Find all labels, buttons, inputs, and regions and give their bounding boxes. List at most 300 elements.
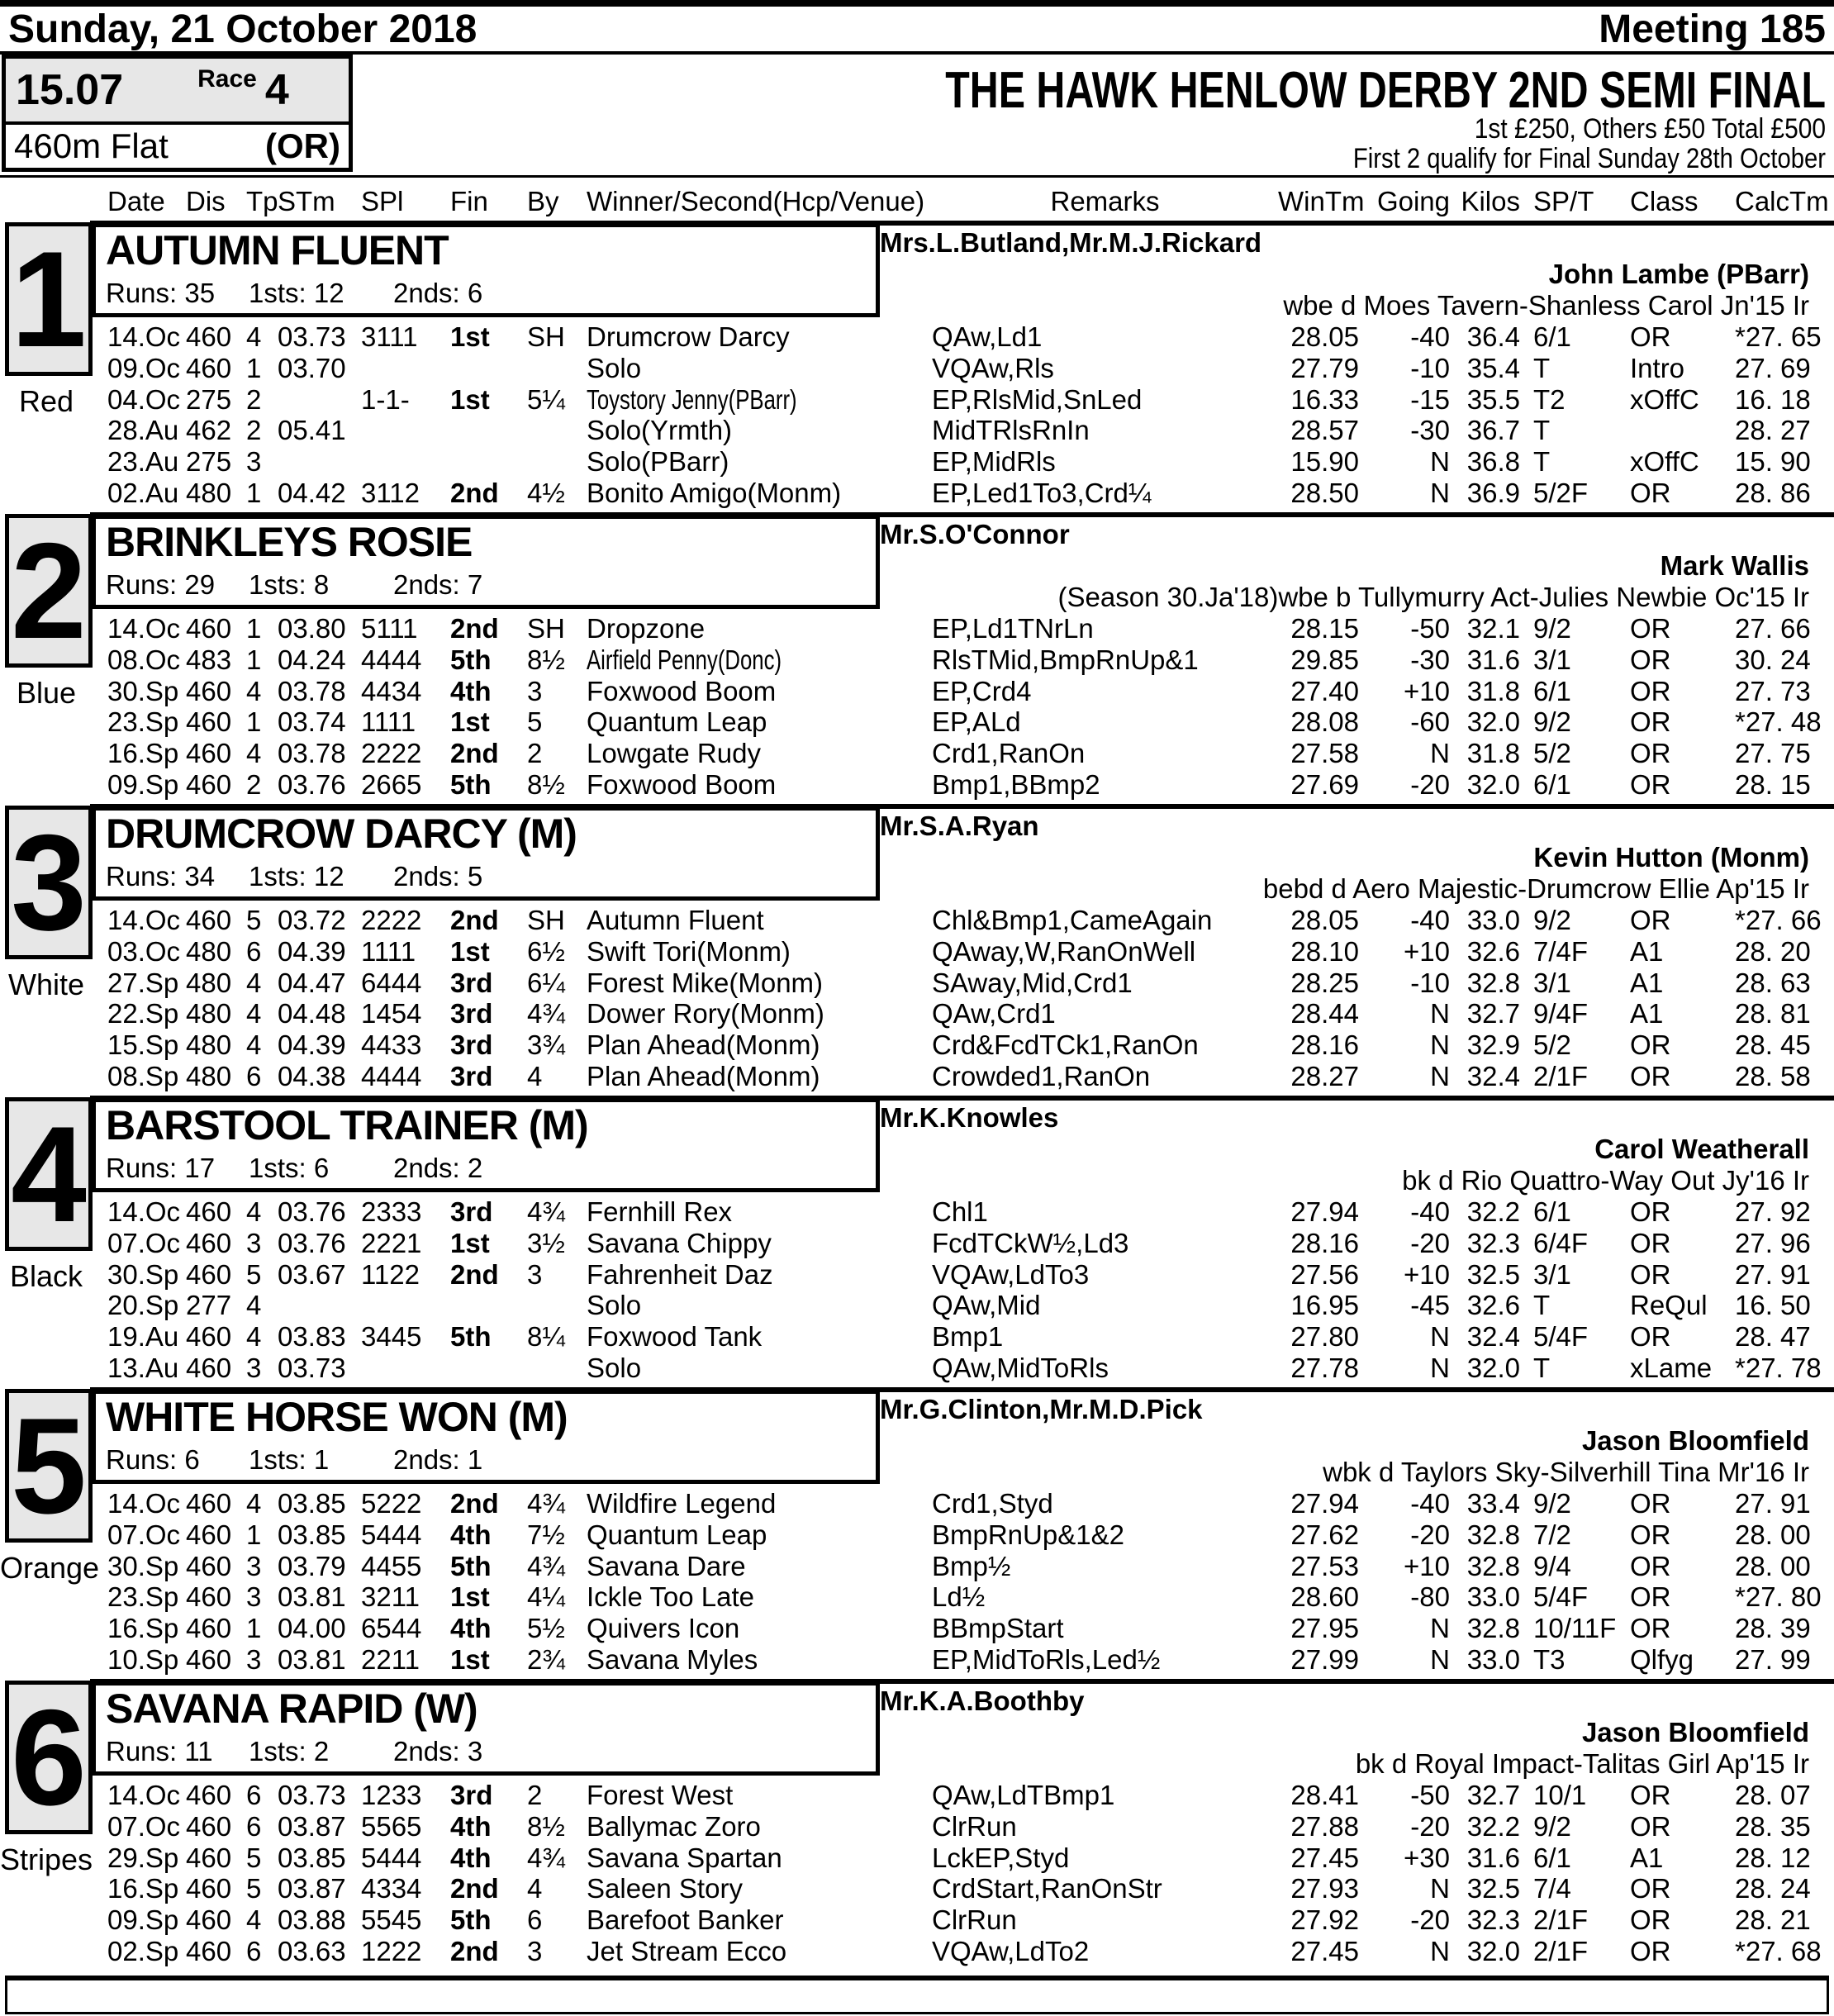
form-cell-kilos: 32.0 bbox=[1466, 768, 1520, 800]
form-cell-remarks: EP,ALd bbox=[932, 706, 1021, 738]
form-cell-winner: Fernhill Rex bbox=[587, 1196, 733, 1227]
form-cell-kilos: 32.3 bbox=[1466, 1227, 1520, 1258]
form-row bbox=[0, 1290, 1834, 1321]
form-cell-calctm: *27. 78 bbox=[1735, 1352, 1822, 1383]
form-cell-spl: 3111 bbox=[361, 321, 418, 352]
form-cell-remarks: Bmp½ bbox=[932, 1550, 1011, 1581]
form-cell-winner: Ickle Too Late bbox=[587, 1581, 755, 1613]
form-cell-date: 09.Oc bbox=[107, 352, 181, 383]
form-cell-stm: 03.78 bbox=[278, 675, 346, 706]
form-cell-dis: 462 bbox=[186, 415, 232, 446]
meeting-number: Meeting 185 bbox=[1599, 7, 1826, 51]
form-cell-going: -40 bbox=[1410, 1488, 1450, 1519]
form-cell-tp: 1 bbox=[246, 1613, 262, 1644]
form-cell-spt: 3/1 bbox=[1533, 644, 1571, 675]
form-cell-winner: Foxwood Tank bbox=[587, 1321, 763, 1353]
form-cell-spl bbox=[361, 353, 450, 384]
form-cell-date: 29.Sp bbox=[107, 1842, 179, 1873]
form-cell-date: 14.Oc bbox=[107, 1196, 181, 1227]
form-cell-winner bbox=[587, 644, 932, 676]
form-cell-calctm: 28. 12 bbox=[1735, 1842, 1811, 1873]
form-cell-cls: ReQul bbox=[1630, 1290, 1708, 1321]
form-rows bbox=[0, 1780, 1834, 1967]
form-row bbox=[0, 1811, 1834, 1842]
form-cell-going: N bbox=[1430, 998, 1450, 1029]
form-cell-cls: Qlfyg bbox=[1630, 1643, 1694, 1675]
form-cell-going: -45 bbox=[1410, 1290, 1450, 1321]
form-cell-winner: Dower Rory(Monm) bbox=[587, 998, 824, 1029]
form-cell-fin bbox=[450, 1353, 527, 1384]
form-cell-by: 4¾ bbox=[527, 1196, 565, 1227]
dog-name: WHITE HORSE WON (M) bbox=[106, 1394, 568, 1440]
column-header-by: By bbox=[527, 186, 559, 216]
race-distance-row bbox=[6, 125, 349, 168]
form-cell-fin: 1st bbox=[450, 383, 490, 415]
form-cell-calctm: 28. 27 bbox=[1735, 415, 1811, 446]
form-cell-going: -10 bbox=[1410, 967, 1450, 998]
form-cell-calctm: 28. 63 bbox=[1735, 967, 1811, 998]
form-cell-winner: Ballymac Zoro bbox=[587, 1810, 761, 1842]
form-cell-tp: 4 bbox=[246, 1321, 262, 1353]
form-cell-calctm: 28. 20 bbox=[1735, 935, 1811, 967]
form-cell-cls: A1 bbox=[1630, 935, 1664, 967]
form-cell-cls: OR bbox=[1630, 1873, 1671, 1904]
form-cell-cls: OR bbox=[1630, 644, 1671, 675]
dog-name-box bbox=[92, 515, 880, 609]
form-cell-by: 5½ bbox=[527, 1613, 565, 1644]
form-cell-by: 5¼ bbox=[527, 383, 565, 415]
form-rows bbox=[0, 1488, 1834, 1676]
form-cell-stm bbox=[278, 1290, 361, 1321]
dog-name-box bbox=[92, 1681, 880, 1776]
form-cell-winner-text: Airfield Penny(Donc) bbox=[587, 644, 782, 675]
stat-runs: Runs: 6 bbox=[106, 1444, 200, 1475]
form-row bbox=[0, 1488, 1834, 1519]
form-cell-wintm: 27.93 bbox=[1290, 1873, 1359, 1904]
dog-stats bbox=[106, 1445, 876, 1475]
form-cell-stm bbox=[278, 446, 361, 478]
form-cell-tp: 4 bbox=[246, 1029, 262, 1061]
form-cell-calctm: 28. 15 bbox=[1735, 768, 1811, 800]
form-cell-fin: 3rd bbox=[450, 1196, 493, 1227]
form-cell-stm: 04.24 bbox=[278, 644, 346, 675]
form-cell-remarks: EP,Led1To3,Crd¼ bbox=[932, 477, 1152, 508]
form-cell-kilos: 32.8 bbox=[1466, 1550, 1520, 1581]
form-cell-dis: 460 bbox=[186, 1519, 232, 1550]
form-cell-spt: 2/1F bbox=[1533, 1904, 1589, 1936]
form-cell-dis: 480 bbox=[186, 477, 232, 508]
form-cell-calctm: 28. 24 bbox=[1735, 1873, 1811, 1904]
form-cell-by: 4¾ bbox=[527, 1488, 565, 1519]
form-cell-remarks: EP,MidToRls,Led½ bbox=[932, 1643, 1161, 1675]
form-cell-spt: 6/1 bbox=[1533, 675, 1571, 706]
form-cell-spt: 9/2 bbox=[1533, 1810, 1571, 1842]
form-cell-spt: 7/2 bbox=[1533, 1519, 1571, 1550]
form-cell-fin: 2nd bbox=[450, 1935, 499, 1966]
form-cell-kilos: 32.9 bbox=[1466, 1029, 1520, 1061]
form-cell-date: 09.Sp bbox=[107, 768, 179, 800]
form-cell-going: N bbox=[1430, 738, 1450, 769]
form-cell-by: 8½ bbox=[527, 1810, 565, 1842]
form-cell-remarks: SAway,Mid,Crd1 bbox=[932, 967, 1133, 998]
trap-number: 5 bbox=[11, 1389, 87, 1542]
form-cell-going: -50 bbox=[1410, 613, 1450, 644]
form-cell-cls: OR bbox=[1630, 675, 1671, 706]
form-cell-going: -40 bbox=[1410, 905, 1450, 935]
form-cell-spt: 9/2 bbox=[1533, 613, 1571, 644]
form-cell-spt: 2/1F bbox=[1533, 1060, 1589, 1091]
form-cell-stm: 03.73 bbox=[278, 1352, 346, 1383]
form-cell-by: 8¼ bbox=[527, 1321, 565, 1353]
form-cell-going: -15 bbox=[1410, 383, 1450, 415]
runner-block bbox=[0, 221, 1834, 512]
form-cell-by: 6 bbox=[527, 1904, 543, 1936]
form-cell-calctm: 28. 86 bbox=[1735, 477, 1811, 508]
form-cell-cls bbox=[1627, 415, 1735, 446]
form-cell-wintm: 27.88 bbox=[1290, 1810, 1359, 1842]
form-cell-calctm: 15. 90 bbox=[1735, 446, 1811, 478]
race-info-box bbox=[2, 55, 353, 172]
form-cell-spl: 1111 bbox=[361, 706, 416, 738]
form-cell-date: 19.Au bbox=[107, 1321, 179, 1353]
form-cell-calctm: *27. 48 bbox=[1735, 706, 1822, 738]
form-cell-cls: OR bbox=[1630, 1810, 1671, 1842]
form-cell-stm: 03.81 bbox=[278, 1581, 346, 1613]
form-cell-spl bbox=[361, 415, 450, 446]
form-cell-winner: Jet Stream Ecco bbox=[587, 1935, 787, 1966]
form-cell-winner: Forest West bbox=[587, 1780, 734, 1810]
form-cell-fin: 4th bbox=[450, 1842, 492, 1873]
form-cell-by: 3 bbox=[527, 1935, 543, 1966]
form-cell-fin: 3rd bbox=[450, 1060, 493, 1091]
form-cell-going: N bbox=[1430, 1029, 1450, 1061]
form-cell-dis: 460 bbox=[186, 1196, 232, 1227]
column-header-cls: Class bbox=[1630, 186, 1699, 216]
form-cell-spl: 3112 bbox=[361, 477, 420, 508]
column-header-spt: SP/T bbox=[1533, 186, 1594, 216]
form-cell-dis: 480 bbox=[186, 1029, 232, 1061]
form-cell-by: 4¾ bbox=[527, 998, 565, 1029]
dog-stats bbox=[106, 1153, 876, 1183]
form-row bbox=[0, 676, 1834, 707]
form-cell-by: 6½ bbox=[527, 935, 565, 967]
form-cell-date: 30.Sp bbox=[107, 1258, 179, 1290]
form-cell-tp: 3 bbox=[246, 1352, 262, 1383]
form-cell-remarks: QAw,MidToRls bbox=[932, 1352, 1109, 1383]
form-cell-remarks: FcdTCkW½,Ld3 bbox=[932, 1227, 1129, 1258]
form-cell-by bbox=[527, 415, 587, 446]
trap-number: 4 bbox=[11, 1097, 87, 1250]
form-cell-by: 3 bbox=[527, 675, 543, 706]
form-cell-date: 02.Sp bbox=[107, 1935, 179, 1966]
form-cell-going: +10 bbox=[1404, 1550, 1450, 1581]
form-row bbox=[0, 1321, 1834, 1353]
form-cell-spl: 4455 bbox=[361, 1550, 422, 1581]
form-cell-tp: 6 bbox=[246, 1935, 262, 1966]
form-cell-going: N bbox=[1430, 1352, 1450, 1383]
form-cell-stm: 03.76 bbox=[278, 1196, 346, 1227]
form-cell-calctm: 27. 92 bbox=[1735, 1196, 1811, 1227]
stat-seconds: 2nds: 2 bbox=[393, 1153, 483, 1183]
form-cell-spt: 2/1F bbox=[1533, 1935, 1589, 1966]
form-cell-cls: OR bbox=[1630, 477, 1671, 508]
form-cell-by: SH bbox=[527, 905, 565, 935]
form-cell-dis: 480 bbox=[186, 935, 232, 967]
form-cell-tp: 4 bbox=[246, 321, 262, 352]
form-cell-wintm: 16.95 bbox=[1290, 1290, 1359, 1321]
form-cell-by: 3 bbox=[527, 1258, 543, 1290]
form-cell-kilos: 32.0 bbox=[1466, 706, 1520, 738]
form-cell-cls: OR bbox=[1630, 1060, 1671, 1091]
form-cell-by: 4¾ bbox=[527, 1550, 565, 1581]
form-cell-winner bbox=[587, 384, 932, 416]
form-cell-stm: 03.79 bbox=[278, 1550, 346, 1581]
form-cell-by: 2¾ bbox=[527, 1643, 565, 1675]
form-cell-date: 20.Sp bbox=[107, 1290, 179, 1321]
stat-firsts: 1sts: 8 bbox=[249, 569, 330, 600]
notes-box bbox=[5, 1976, 1829, 2014]
form-cell-fin: 1st bbox=[450, 321, 490, 352]
stat-firsts: 1sts: 1 bbox=[249, 1444, 330, 1475]
form-cell-date: 16.Sp bbox=[107, 738, 179, 769]
form-cell-date: 07.Oc bbox=[107, 1519, 181, 1550]
form-cell-going: +10 bbox=[1404, 935, 1450, 967]
column-header-date: Date bbox=[107, 186, 165, 216]
form-cell-wintm: 28.08 bbox=[1290, 706, 1359, 738]
form-cell-spt: 9/4F bbox=[1533, 998, 1589, 1029]
form-cell-calctm: 27. 73 bbox=[1735, 675, 1811, 706]
form-cell-winner: Swift Tori(Monm) bbox=[587, 935, 791, 967]
form-cell-tp: 1 bbox=[246, 477, 262, 508]
form-cell-cls: OR bbox=[1630, 1519, 1671, 1550]
owner-name: Mrs.L.Butland,Mr.M.J.Rickard bbox=[880, 227, 1262, 258]
form-cell-remarks: VQAw,LdTo3 bbox=[932, 1258, 1090, 1290]
form-cell-remarks: ClrRun bbox=[932, 1904, 1017, 1936]
form-cell-kilos: 33.0 bbox=[1466, 1643, 1520, 1675]
form-cell-fin bbox=[450, 1290, 527, 1321]
form-cell-stm: 05.41 bbox=[278, 415, 346, 446]
form-cell-fin: 2nd bbox=[450, 1258, 499, 1290]
race-title-block bbox=[355, 55, 1826, 174]
form-cell-date: 08.Oc bbox=[107, 644, 181, 675]
form-cell-spl: 6544 bbox=[361, 1613, 422, 1644]
form-cell-stm: 03.85 bbox=[278, 1519, 346, 1550]
trainer-name: John Lambe (PBarr) bbox=[1548, 259, 1809, 289]
stat-runs: Runs: 11 bbox=[106, 1736, 213, 1766]
form-cell-stm bbox=[278, 384, 361, 416]
form-cell-dis: 460 bbox=[186, 1842, 232, 1873]
form-cell-fin: 4th bbox=[450, 1613, 492, 1644]
form-cell-calctm: *27. 80 bbox=[1735, 1581, 1822, 1613]
trap-color-label: White bbox=[7, 968, 85, 1001]
form-cell-dis: 275 bbox=[186, 383, 232, 415]
form-cell-wintm: 29.85 bbox=[1290, 644, 1359, 675]
form-cell-winner: Solo bbox=[587, 1290, 642, 1321]
form-cell-dis: 460 bbox=[186, 1581, 232, 1613]
trap-number: 1 bbox=[11, 222, 87, 375]
meeting-date: Sunday, 21 October 2018 bbox=[8, 7, 478, 51]
form-cell-dis: 460 bbox=[186, 1550, 232, 1581]
form-row bbox=[0, 1613, 1834, 1644]
form-row bbox=[0, 968, 1834, 999]
form-cell-spt: 5/4F bbox=[1533, 1321, 1589, 1353]
form-cell-by bbox=[527, 1290, 587, 1321]
form-cell-fin: 5th bbox=[450, 644, 492, 675]
form-cell-date: 15.Sp bbox=[107, 1029, 179, 1061]
form-cell-tp: 4 bbox=[246, 738, 262, 769]
form-cell-spl: 4433 bbox=[361, 1029, 422, 1061]
owner-name: Mr.K.Knowles bbox=[880, 1102, 1059, 1133]
form-cell-fin bbox=[450, 353, 527, 384]
form-cell-date: 14.Oc bbox=[107, 1780, 181, 1810]
form-cell-wintm: 28.10 bbox=[1290, 935, 1359, 967]
runner-list bbox=[0, 221, 1834, 1971]
form-cell-calctm: 27. 91 bbox=[1735, 1258, 1811, 1290]
form-cell-spt: 3/1 bbox=[1533, 967, 1571, 998]
form-cell-wintm: 27.69 bbox=[1290, 768, 1359, 800]
form-cell-by: 4¾ bbox=[527, 1842, 565, 1873]
form-cell-calctm: 27. 91 bbox=[1735, 1488, 1811, 1519]
form-cell-fin: 2nd bbox=[450, 477, 499, 508]
form-cell-fin: 4th bbox=[450, 1519, 492, 1550]
form-cell-kilos: 32.6 bbox=[1466, 935, 1520, 967]
form-cell-remarks: Chl1 bbox=[932, 1196, 988, 1227]
race-header bbox=[0, 55, 1834, 175]
form-cell-kilos: 31.8 bbox=[1466, 675, 1520, 706]
form-row bbox=[0, 936, 1834, 968]
form-cell-tp: 1 bbox=[246, 1519, 262, 1550]
form-cell-date: 22.Sp bbox=[107, 998, 179, 1029]
form-cell-dis: 460 bbox=[186, 905, 232, 935]
form-cell-stm: 03.63 bbox=[278, 1935, 346, 1966]
form-cell-going: -10 bbox=[1410, 352, 1450, 383]
form-cell-date: 16.Sp bbox=[107, 1613, 179, 1644]
form-cell-calctm: 16. 18 bbox=[1735, 383, 1811, 415]
form-cell-cls: OR bbox=[1630, 321, 1671, 352]
form-cell-cls: Intro bbox=[1630, 352, 1685, 383]
form-cell-kilos: 32.8 bbox=[1466, 1519, 1520, 1550]
form-cell-spl: 2221 bbox=[361, 1227, 422, 1258]
stat-seconds: 2nds: 5 bbox=[393, 861, 483, 892]
form-cell-calctm: 28. 00 bbox=[1735, 1519, 1811, 1550]
form-cell-remarks: RlsTMid,BmpRnUp&1 bbox=[932, 644, 1199, 675]
form-cell-stm: 03.76 bbox=[278, 768, 346, 800]
form-cell-spl: 5444 bbox=[361, 1519, 422, 1550]
form-cell-date: 30.Sp bbox=[107, 675, 179, 706]
dog-name-box bbox=[92, 806, 880, 901]
form-cell-remarks: Crd&FcdTCk1,RanOn bbox=[932, 1029, 1199, 1061]
form-cell-kilos: 32.5 bbox=[1466, 1258, 1520, 1290]
form-cell-by: 4 bbox=[527, 1873, 543, 1904]
form-row bbox=[0, 1551, 1834, 1582]
form-cell-by: 6¼ bbox=[527, 967, 565, 998]
form-cell-spl: 1233 bbox=[361, 1780, 422, 1810]
trap-color-label: Stripes bbox=[0, 1842, 93, 1876]
form-cell-kilos: 33.0 bbox=[1466, 1581, 1520, 1613]
owner-name: Mr.S.O'Connor bbox=[880, 519, 1070, 549]
form-cell-date: 07.Oc bbox=[107, 1810, 181, 1842]
form-cell-cls: xOffC bbox=[1630, 446, 1699, 478]
form-cell-tp: 4 bbox=[246, 998, 262, 1029]
column-header-wintm: WinTm bbox=[1278, 186, 1365, 216]
stat-firsts: 1sts: 12 bbox=[249, 278, 344, 308]
form-cell-winner: Autumn Fluent bbox=[587, 905, 764, 935]
form-cell-remarks: QAw,LdTBmp1 bbox=[932, 1780, 1115, 1810]
form-cell-fin: 1st bbox=[450, 1581, 490, 1613]
form-row bbox=[0, 321, 1834, 353]
form-cell-wintm: 27.40 bbox=[1290, 675, 1359, 706]
form-cell-kilos: 33.0 bbox=[1466, 905, 1520, 935]
form-row bbox=[0, 613, 1834, 644]
form-cell-by bbox=[527, 353, 587, 384]
form-cell-remarks: Chl&Bmp1,CameAgain bbox=[932, 905, 1213, 935]
form-row bbox=[0, 706, 1834, 738]
form-cell-going: -30 bbox=[1410, 415, 1450, 446]
form-cell-going: N bbox=[1430, 477, 1450, 508]
form-cell-spl bbox=[361, 446, 450, 478]
form-cell-date: 14.Oc bbox=[107, 1488, 181, 1519]
qualify-text: First 2 qualify for Final Sunday 28th October bbox=[1352, 143, 1826, 174]
column-header-remarks: Remarks bbox=[1050, 186, 1160, 216]
form-cell-going: -40 bbox=[1410, 1196, 1450, 1227]
form-cell-wintm: 28.05 bbox=[1290, 321, 1359, 352]
form-cell-going: N bbox=[1430, 1873, 1450, 1904]
form-cell-spl: 5545 bbox=[361, 1904, 422, 1936]
form-cell-kilos: 32.1 bbox=[1466, 613, 1520, 644]
form-row bbox=[0, 1842, 1834, 1874]
form-cell-spt: T3 bbox=[1533, 1643, 1566, 1675]
form-cell-spt: 10/11F bbox=[1533, 1613, 1617, 1644]
form-cell-spt: 9/2 bbox=[1533, 706, 1571, 738]
form-cell-going: -20 bbox=[1410, 1904, 1450, 1936]
form-cell-kilos: 33.4 bbox=[1466, 1488, 1520, 1519]
form-row bbox=[0, 1228, 1834, 1259]
form-cell-winner: Drumcrow Darcy bbox=[587, 321, 790, 352]
form-cell-fin: 1st bbox=[450, 1227, 490, 1258]
form-cell-by bbox=[527, 446, 587, 478]
stat-seconds: 2nds: 7 bbox=[393, 569, 483, 600]
form-cell-date: 28.Au bbox=[107, 415, 179, 446]
form-cell-tp: 6 bbox=[246, 1060, 262, 1091]
form-cell-stm: 03.80 bbox=[278, 613, 346, 644]
form-cell-stm: 03.70 bbox=[278, 352, 346, 383]
stat-seconds: 2nds: 1 bbox=[393, 1444, 483, 1475]
form-cell-by: 3¾ bbox=[527, 1029, 565, 1061]
form-cell-stm: 04.48 bbox=[278, 998, 346, 1029]
form-cell-wintm: 27.92 bbox=[1290, 1904, 1359, 1936]
race-title: THE HAWK HENLOW DERBY 2ND SEMI FINAL bbox=[945, 62, 1826, 119]
form-cell-remarks: QAw,Mid bbox=[932, 1290, 1041, 1321]
form-cell-date: 13.Au bbox=[107, 1352, 179, 1383]
form-cell-spl: 1-1- bbox=[361, 383, 410, 415]
form-cell-cls: OR bbox=[1630, 1321, 1671, 1353]
trap-color-label: Red bbox=[18, 384, 74, 418]
form-cell-cls: OR bbox=[1630, 1935, 1671, 1966]
form-cell-spl: 5565 bbox=[361, 1810, 422, 1842]
form-cell-tp: 1 bbox=[246, 352, 262, 383]
stat-runs: Runs: 34 bbox=[106, 861, 216, 892]
form-cell-wintm: 28.44 bbox=[1290, 998, 1359, 1029]
form-cell-tp: 2 bbox=[246, 383, 262, 415]
form-cell-cls: OR bbox=[1630, 1904, 1671, 1936]
form-cell-cls: OR bbox=[1630, 1780, 1671, 1810]
form-cell-dis: 460 bbox=[186, 352, 232, 383]
form-row bbox=[0, 478, 1834, 509]
breeding-info: bebd d Aero Majestic-Drumcrow Ellie Ap'15 Ir bbox=[1262, 873, 1809, 904]
form-cell-spl: 4434 bbox=[361, 675, 422, 706]
form-cell-tp: 3 bbox=[246, 1581, 262, 1613]
form-cell-wintm: 28.41 bbox=[1290, 1780, 1359, 1810]
